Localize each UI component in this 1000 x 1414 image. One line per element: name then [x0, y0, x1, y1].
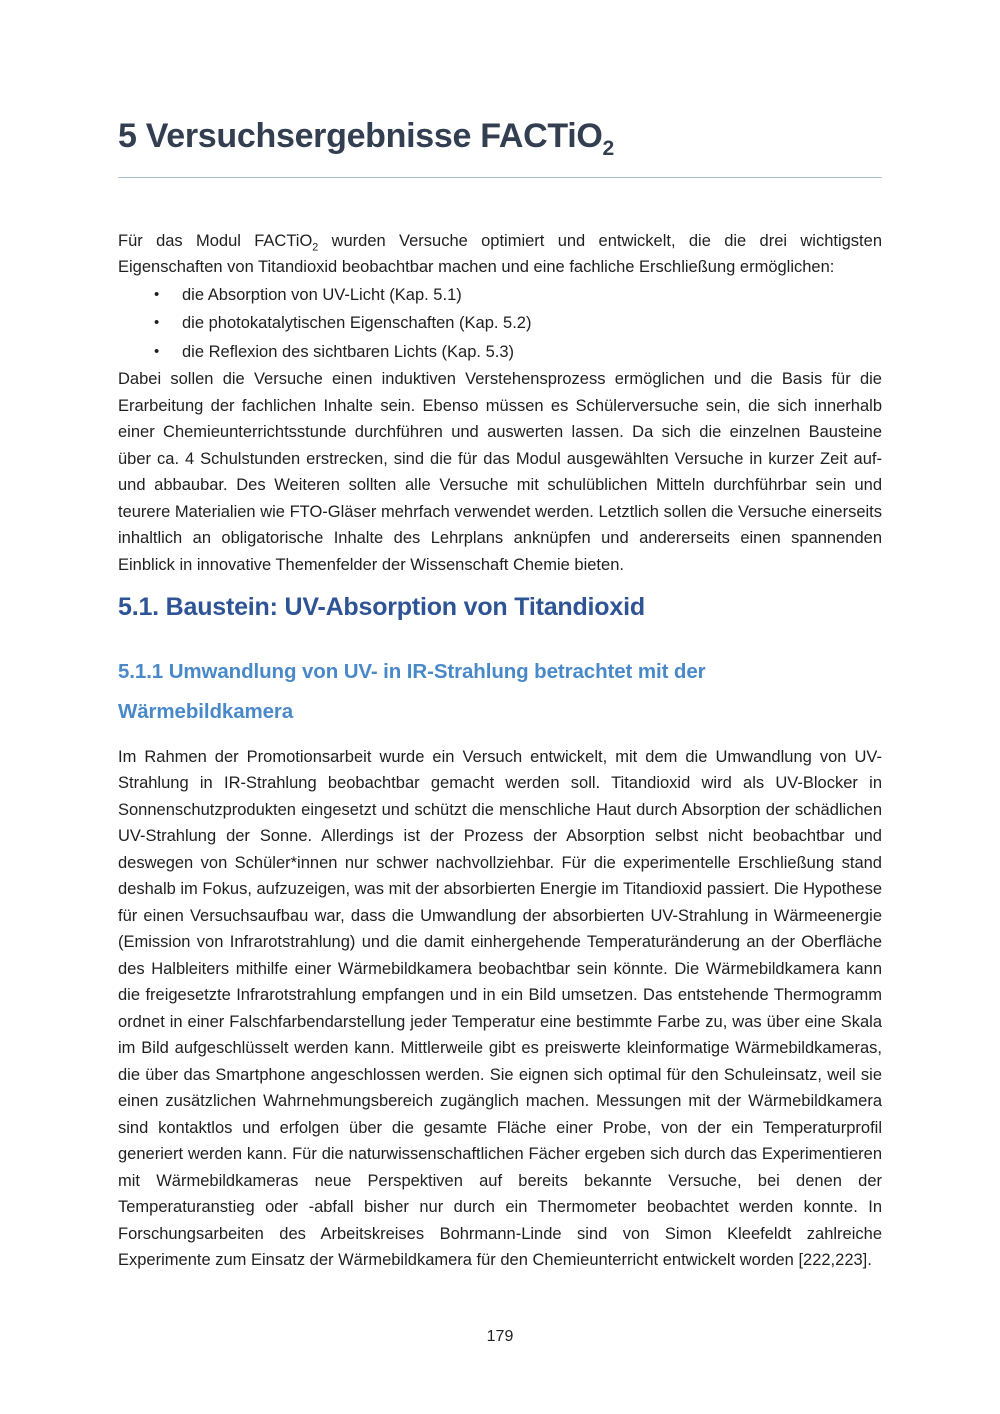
chapter-title-text: 5 Versuchsergebnisse FACTiO [118, 117, 603, 155]
bullet-item [118, 338, 882, 367]
section-body-paragraph: Im Rahmen der Promotionsarbeit wurde ein Versuch entwickelt, mit dem die Umwandlung von UV-Strahlung in IR-Strahlung beobachtbar gemacht werden soll. Titandioxid wird als UV-Blocker in Sonnenschutzprodukten eingesetzt und schützt die menschliche Haut durch Absorption der schädlichen UV-Strahlung der Sonne. Allerdings ist der Prozess der Absorption selbst nicht beobachtbar und deswegen von Schüler*innen nur schwer nachvollziehbar. Für die experimentelle Erschließung stand deshalb im Fokus, aufzuzeigen, was mit der absorbierten Energie im Titandioxid passiert. Die Hypothese für einen Versuchsaufbau war, dass die Umwandlung der absorbierten UV-Strahlung in Wärmeenergie (Emission von Infrarotstrahlung) und die damit einhergehende Temperaturänderung an der Oberfläche des Halbleiters mithilfe einer Wärmebildkamera beobachtbar sein könnte. Die Wärmebildkamera kann die freigesetzte Infrarotstrahlung empfangen und in ein Bild umsetzen. Das entstehende Thermogramm ordnet in einer Falschfarbendarstellung jeder Temperatur eine bestimmte Farbe zu, was über eine Skala im Bild aufgeschlüsselt werden kann. Mittlerweile gibt es preiswerte kleinformatige Wärmebildkameras, die über das Smartphone angeschlossen werden. Sie eignen sich optimal für den Schuleinsatz, weil sie einen zusätzlichen Wahrnehmungsbereich zugänglich machen. Messungen mit der Wärmebildkamera sind kontaktlos und erfolgen über die gesamte Fläche einer Probe, von der ein Temperaturprofil generiert werden kann. Für die naturwissenschaftlichen Fächer ergeben sich durch das Experimentieren mit Wärmebildkameras neue Perspektiven auf bereits bekannte Versuche, bei denen der Temperaturanstieg oder -abfall bisher nur durch ein Thermometer beobachtet werden konnte. In Forschungsarbeiten des Arbeitskreises Bohrmann-Linde sind von Simon Kleefeldt zahlreiche Experimente zum Einsatz der Wärmebildkamera für den Chemieunterricht entwickelt worden [222,223]. [118, 747, 882, 1270]
section-heading: 5.1. Baustein: UV-Absorption von Titandioxid [118, 593, 645, 622]
bullet-text: die Reflexion des sichtbaren Lichts (Kap. 5.3) [182, 342, 515, 361]
intro-paragraph-text: Für das Modul FACTiO [118, 231, 313, 250]
bullet-icon: • [154, 342, 160, 360]
bullet-text: die Absorption von UV-Licht (Kap. 5.1) [182, 285, 462, 304]
chapter-title [118, 0, 882, 178]
intro-paragraph-text-continued: wurden Versuche optimiert und entwickelt, die die drei wichtigsten Eigenschaften von Titandioxid beobachtbar machen und eine fachliche Erschließung ermöglichen: [118, 231, 882, 277]
bullet-text: die photokatalytischen Eigenschaften (Kap. 5.2) [182, 314, 532, 333]
intro-paragraph-subscript: 2 [312, 241, 319, 254]
bullet-item [118, 309, 882, 338]
chapter-title-subscript: 2 [602, 136, 614, 160]
bullet-icon: • [154, 285, 160, 303]
page-content [118, 0, 882, 1274]
requirements-paragraph: Dabei sollen die Versuche einen induktiven Verstehensprozess ermöglichen und die Basis für die Erarbeitung der fachlichen Inhalte sein. Ebenso müssen es Schülerversuche sein, die sich innerhalb einer Chemieunterrichtsstunde durchführen und auswerten lassen. Da sich die einzelnen Bausteine über ca. 4 Schulstunden erstrecken, sind die für das Modul ausgewählten Versuche in kurzer Zeit auf- und abbaubar. Des Weiteren sollten alle Versuche mit schulüblichen Mitteln durchführbar sein und teurere Materialien wie FTO-Gläser mehrfach verwendet werden. Letztlich sollen die Versuche einerseits inhaltlich an obligatorische Inhalte des Lehrplans anknüpfen und andererseits einen spannenden Einblick in innovative Themenfelder der Wissenschaft Chemie bieten. [118, 370, 882, 574]
intro-paragraph [118, 228, 882, 281]
subsection-heading: 5.1.1 Umwandlung von UV- in IR-Strahlung betrachtet mit der Wärmebildkamera [118, 659, 706, 723]
feature-bullet-list [118, 281, 882, 367]
bullet-item [118, 281, 882, 310]
bullet-icon: • [154, 314, 160, 332]
page-number: 179 [486, 1328, 514, 1345]
